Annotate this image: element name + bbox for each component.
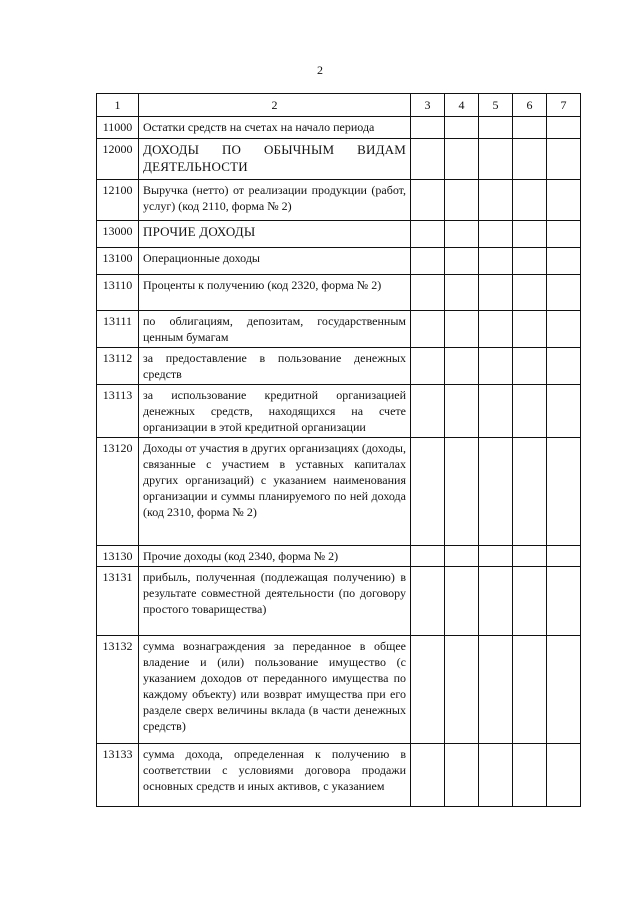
row-description: Прочие доходы (код 2340, форма № 2) [139, 546, 411, 567]
header-cell-7: 7 [547, 94, 581, 117]
row-code: 13132 [97, 636, 139, 744]
value-cell-col-4 [445, 385, 479, 438]
value-cell-col-3 [411, 311, 445, 348]
value-cell-col-7 [547, 117, 581, 139]
value-cell-col-4 [445, 311, 479, 348]
table-row [97, 139, 581, 180]
value-cell-col-5 [479, 117, 513, 139]
value-cell-col-5 [479, 438, 513, 546]
value-cell-col-6 [513, 248, 547, 275]
table-row [97, 248, 581, 275]
value-cell-col-6 [513, 636, 547, 744]
row-code: 13100 [97, 248, 139, 275]
value-cell-col-5 [479, 248, 513, 275]
value-cell-col-3 [411, 636, 445, 744]
value-cell-col-7 [547, 275, 581, 311]
value-cell-col-3 [411, 248, 445, 275]
value-cell-col-4 [445, 180, 479, 221]
row-code: 13130 [97, 546, 139, 567]
table-row [97, 117, 581, 139]
value-cell-col-5 [479, 546, 513, 567]
value-cell-col-5 [479, 311, 513, 348]
value-cell-col-3 [411, 567, 445, 636]
value-cell-col-5 [479, 139, 513, 180]
row-code: 13000 [97, 221, 139, 248]
value-cell-col-5 [479, 385, 513, 438]
value-cell-col-5 [479, 221, 513, 248]
header-cell-5: 5 [479, 94, 513, 117]
row-description: Остатки средств на счетах на начало периода [139, 117, 411, 139]
row-code: 12100 [97, 180, 139, 221]
value-cell-col-7 [547, 180, 581, 221]
value-cell-col-7 [547, 385, 581, 438]
row-description: Проценты к получению (код 2320, форма № 2) [139, 275, 411, 311]
value-cell-col-7 [547, 438, 581, 546]
value-cell-col-3 [411, 275, 445, 311]
value-cell-col-6 [513, 117, 547, 139]
table-row [97, 180, 581, 221]
row-description: ПРОЧИЕ ДОХОДЫ [139, 221, 411, 248]
row-description: прибыль, полученная (подлежащая получению) в результате совместной деятельности (по договору простого товарищества) [139, 567, 411, 636]
value-cell-col-3 [411, 221, 445, 248]
value-cell-col-7 [547, 139, 581, 180]
value-cell-col-4 [445, 275, 479, 311]
row-description: за предоставление в пользование денежных средств [139, 348, 411, 385]
row-description: Доходы от участия в других организациях (доходы, связанные с участием в уставных капиталах других организаций) с указанием наименования организации и суммы планируемого по ней дохода (код 2310, форма № 2) [139, 438, 411, 546]
value-cell-col-4 [445, 636, 479, 744]
row-code: 13113 [97, 385, 139, 438]
row-description: ДОХОДЫ ПО ОБЫЧНЫМ ВИДАМ ДЕЯТЕЛЬНОСТИ [139, 139, 411, 180]
value-cell-col-5 [479, 180, 513, 221]
header-cell-1: 1 [97, 94, 139, 117]
value-cell-col-4 [445, 546, 479, 567]
value-cell-col-5 [479, 567, 513, 636]
value-cell-col-5 [479, 636, 513, 744]
row-code: 11000 [97, 117, 139, 139]
table-header-row [97, 94, 581, 117]
table-body [97, 94, 581, 807]
value-cell-col-4 [445, 248, 479, 275]
row-code: 13111 [97, 311, 139, 348]
value-cell-col-7 [547, 221, 581, 248]
value-cell-col-6 [513, 180, 547, 221]
value-cell-col-6 [513, 438, 547, 546]
value-cell-col-3 [411, 180, 445, 221]
value-cell-col-7 [547, 744, 581, 807]
row-code: 13120 [97, 438, 139, 546]
value-cell-col-6 [513, 385, 547, 438]
value-cell-col-4 [445, 221, 479, 248]
table-row [97, 744, 581, 807]
value-cell-col-6 [513, 348, 547, 385]
value-cell-col-6 [513, 744, 547, 807]
value-cell-col-5 [479, 348, 513, 385]
value-cell-col-6 [513, 275, 547, 311]
table-row [97, 567, 581, 636]
value-cell-col-6 [513, 221, 547, 248]
table-row [97, 385, 581, 438]
row-description: сумма дохода, определенная к получению в соответствии с условиями договора продажи основных средств и иных активов, с указанием [139, 744, 411, 807]
row-code: 13110 [97, 275, 139, 311]
header-cell-3: 3 [411, 94, 445, 117]
value-cell-col-6 [513, 139, 547, 180]
value-cell-col-3 [411, 348, 445, 385]
row-description: по облигациям, депозитам, государственным ценным бумагам [139, 311, 411, 348]
table-row [97, 636, 581, 744]
value-cell-col-7 [547, 248, 581, 275]
row-description: Выручка (нетто) от реализации продукции (работ, услуг) (код 2110, форма № 2) [139, 180, 411, 221]
table-row [97, 438, 581, 546]
row-code: 13112 [97, 348, 139, 385]
row-description: за использование кредитной организацией денежных средств, находящихся на счете организации в этой кредитной организации [139, 385, 411, 438]
value-cell-col-3 [411, 385, 445, 438]
value-cell-col-4 [445, 348, 479, 385]
value-cell-col-4 [445, 117, 479, 139]
page-number: 2 [317, 63, 323, 77]
value-cell-col-6 [513, 546, 547, 567]
value-cell-col-5 [479, 275, 513, 311]
value-cell-col-4 [445, 567, 479, 636]
header-cell-4: 4 [445, 94, 479, 117]
value-cell-col-3 [411, 438, 445, 546]
value-cell-col-4 [445, 139, 479, 180]
row-description: сумма вознаграждения за переданное в общее владение и (или) пользование имущество (с указанием доходов от переданного имущества по каждому объекту) или возврат имущества при его разделе сверх величины вклада (в части денежных средств) [139, 636, 411, 744]
header-cell-6: 6 [513, 94, 547, 117]
value-cell-col-7 [547, 546, 581, 567]
table-row [97, 311, 581, 348]
value-cell-col-6 [513, 311, 547, 348]
row-description: Операционные доходы [139, 248, 411, 275]
table-row [97, 348, 581, 385]
value-cell-col-4 [445, 438, 479, 546]
table-row [97, 275, 581, 311]
value-cell-col-4 [445, 744, 479, 807]
row-code: 13131 [97, 567, 139, 636]
value-cell-col-6 [513, 567, 547, 636]
value-cell-col-7 [547, 636, 581, 744]
value-cell-col-3 [411, 546, 445, 567]
budget-table [96, 93, 581, 807]
row-code: 13133 [97, 744, 139, 807]
value-cell-col-3 [411, 117, 445, 139]
value-cell-col-7 [547, 567, 581, 636]
row-code: 12000 [97, 139, 139, 180]
header-cell-2: 2 [139, 94, 411, 117]
table-row [97, 221, 581, 248]
value-cell-col-3 [411, 139, 445, 180]
value-cell-col-7 [547, 348, 581, 385]
value-cell-col-3 [411, 744, 445, 807]
value-cell-col-5 [479, 744, 513, 807]
table-row [97, 546, 581, 567]
value-cell-col-7 [547, 311, 581, 348]
